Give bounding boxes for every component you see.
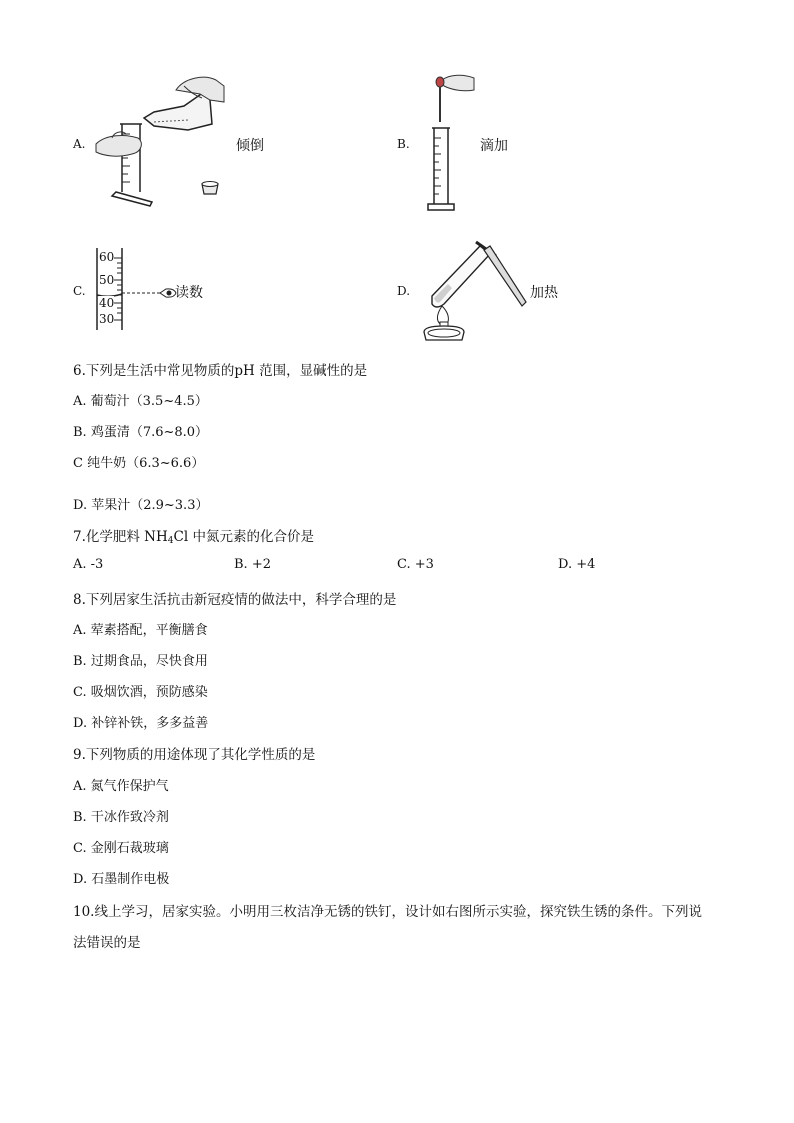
option-b-letter: B. (397, 137, 410, 151)
option-a-caption: 倾倒 (236, 138, 264, 154)
q7-stem (73, 525, 314, 546)
option-a-letter: A. (73, 137, 86, 151)
q9-option-a: A. 氮气作保护气 (73, 779, 169, 794)
q6-option-b: B. 鸡蛋清（7.6~8.0） (73, 425, 209, 440)
tick-label-60: 60 (99, 250, 115, 264)
q9-option-d: D. 石墨制作电极 (73, 872, 170, 887)
q7-option-d: D. +4 (558, 557, 596, 572)
q7-option-a: A. -3 (73, 557, 104, 572)
dropper-illustration (420, 72, 480, 217)
heating-illustration (418, 236, 528, 344)
q9-stem: 9.下列物质的用途体现了其化学性质的是 (73, 747, 316, 763)
q6-stem: 6.下列是生活中常见物质的pH 范围，显碱性的是 (73, 363, 368, 379)
q6-option-c: C 纯牛奶（6.3~6.6） (73, 456, 205, 471)
q6-option-d: D. 苹果汁（2.9~3.3） (73, 498, 209, 513)
option-d-caption: 加热 (530, 285, 558, 301)
option-c-letter: C. (73, 284, 86, 298)
eye-icon (122, 286, 177, 300)
q10-stem-line2: 法错误的是 (73, 935, 141, 951)
q7-stem-subscript: 4 (167, 536, 174, 546)
q8-option-c: C. 吸烟饮酒，预防感染 (73, 685, 208, 700)
pouring-illustration (92, 72, 227, 212)
q7-option-b: B. +2 (234, 557, 271, 572)
option-c-caption: 读数 (175, 285, 203, 301)
q7-option-c: C. +3 (397, 557, 434, 572)
tick-label-50: 50 (99, 273, 115, 287)
q8-stem: 8.下列居家生活抗击新冠疫情的做法中，科学合理的是 (73, 592, 397, 608)
q9-option-c: C. 金刚石裁玻璃 (73, 841, 169, 856)
q8-option-b: B. 过期食品，尽快食用 (73, 654, 208, 669)
q8-option-a: A. 荤素搭配，平衡膳食 (73, 623, 208, 638)
tick-label-30: 30 (99, 312, 115, 326)
q9-option-b: B. 干冰作致冷剂 (73, 810, 169, 825)
tick-label-40: 40 (99, 296, 115, 310)
option-d-letter: D. (397, 284, 411, 298)
q6-option-a: A. 葡萄汁（3.5~4.5） (73, 394, 208, 409)
q7-stem-post: Cl 中氮元素的化合价是 (173, 529, 314, 545)
option-b-caption: 滴加 (480, 138, 508, 154)
q7-stem-pre: 7.化学肥料 NH (73, 529, 168, 545)
q8-option-d: D. 补锌补铁，多多益善 (73, 716, 209, 731)
q10-stem-line1: 10.线上学习，居家实验。小明用三枚洁净无锈的铁钉，设计如右图所示实验，探究铁生锈的条件。下列说 (73, 904, 702, 920)
